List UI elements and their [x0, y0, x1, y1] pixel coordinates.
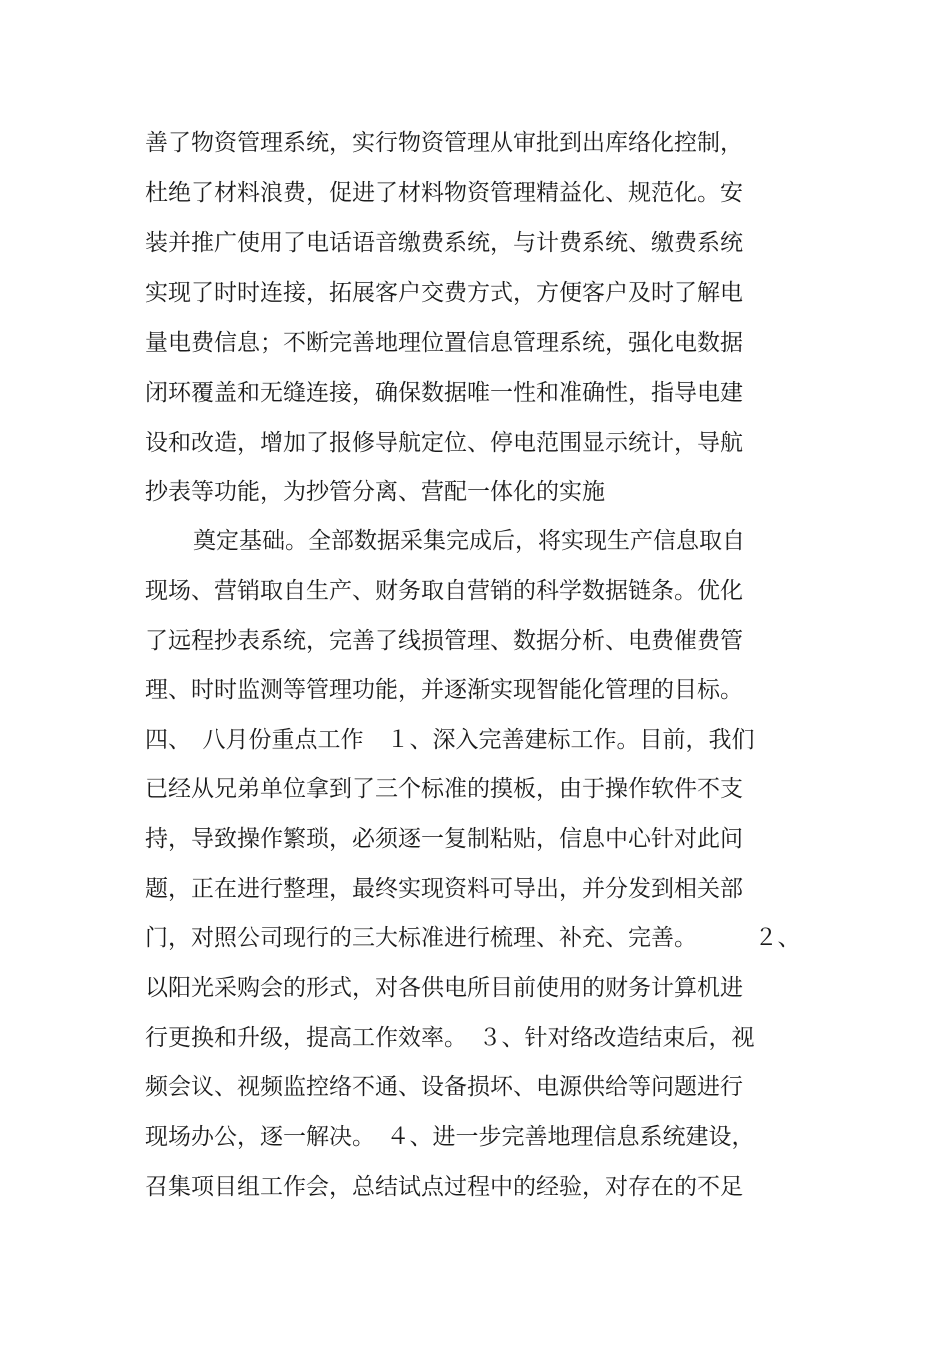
- text-line: 门，对照公司现行的三大标准进行梳理、补充、完善。 ２、: [145, 925, 801, 951]
- text-line: 善了物资管理系统，实行物资管理从审批到出库络化控制，: [145, 130, 743, 156]
- text-line: 抄表等功能，为抄管分离、营配一体化的实施: [145, 479, 605, 505]
- text-line: 了远程抄表系统，完善了线损管理、数据分析、电费催费管: [145, 628, 743, 654]
- text-line: 召集项目组工作会，总结试点过程中的经验，对存在的不足: [145, 1174, 743, 1200]
- text-line: 设和改造，增加了报修导航定位、停电范围显示统计，导航: [145, 430, 743, 456]
- text-line: 题，正在进行整理，最终实现资料可导出，并分发到相关部: [145, 876, 743, 902]
- text-line: 已经从兄弟单位拿到了三个标准的摸板，由于操作软件不支: [145, 776, 743, 802]
- text-line: 杜绝了材料浪费，促进了材料物资管理精益化、规范化。安: [145, 180, 743, 206]
- text-line: 装并推广使用了电话语音缴费系统，与计费系统、缴费系统: [145, 230, 743, 256]
- text-line: 行更换和升级，提高工作效率。 ３、针对络改造结束后，视: [145, 1025, 755, 1051]
- section-heading-line: 四、 八月份重点工作 １、深入完善建标工作。目前，我们: [145, 727, 755, 753]
- text-line: 现场办公，逐一解决。 ４、进一步完善地理信息系统建设，: [145, 1124, 755, 1150]
- text-line: 现场、营销取自生产、财务取自营销的科学数据链条。优化: [145, 578, 743, 604]
- text-line: 量电费信息；不断完善地理位置信息管理系统，强化电数据: [145, 330, 743, 356]
- text-line: 理、时时监测等管理功能，并逐渐实现智能化管理的目标。: [145, 677, 743, 703]
- text-line: 持，导致操作繁琐，必须逐一复制粘贴，信息中心针对此问: [145, 826, 743, 852]
- text-line: 频会议、视频监控络不通、设备损坏、电源供给等问题进行: [145, 1074, 743, 1100]
- text-line: 闭环覆盖和无缝连接，确保数据唯一性和准确性，指导电建: [145, 380, 743, 406]
- paragraph-start-line: 奠定基础。全部数据采集完成后，将实现生产信息取自: [193, 528, 745, 554]
- text-line: 实现了时时连接，拓展客户交费方式，方便客户及时了解电: [145, 280, 743, 306]
- text-line: 以阳光采购会的形式，对各供电所目前使用的财务计算机进: [145, 975, 743, 1001]
